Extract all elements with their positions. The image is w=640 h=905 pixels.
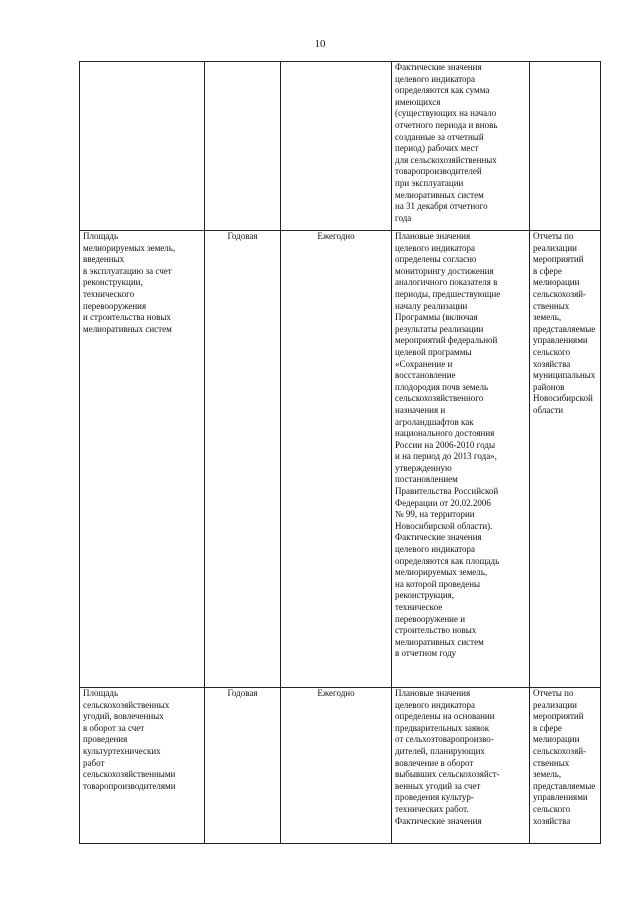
page-number: 10: [314, 38, 326, 50]
indicators-table: [79, 61, 601, 844]
method-cell: Плановые значения целевого индикатора определены согласно мониторингу достижения аналогичного показателя в периоды, предшествующие началу реализации Программы (включая результаты реализации мероприятий федеральной целевой программы «Сохранение и восстановление плодородия почв земель сельскохозяйственного назначения и агроландшафтов как национального достояния России на 2006-2010 годы и на период до 2013 года», утвержденную постановлением Правительства Российской Федерации от 20.02.2006 № 99, на территории Новосибирской области). Фактические значения целевого индикатора определяются как площадь мелиорируемых земель, на которой проведены реконструкция, техническое перевооружение и строительство новых мелиоративных систем в отчетном году: [392, 231, 530, 688]
table-row: [80, 62, 601, 231]
source-cell: Отчеты по реализации мероприятий в сфере мелиорации сельскохозяй- ственных земель, представляемые управлениями сельского хозяйства: [530, 688, 601, 844]
periodicity-cell: [205, 62, 281, 231]
method-cell: Плановые значения целевого индикатора определены на основании предварительных заявок от сельхозтоваропроизво- дителей, планирующих вовлечение в оборот выбывших сельскохозяйст- венных угодий за счет проведения культур- технических работ. Фактические значения: [392, 688, 530, 844]
indicator-cell: Площадь мелиорируемых земель, введенных в эксплуатацию за счет реконструкции, технического перевооружения и строительства новых мелиоративных систем: [80, 231, 205, 688]
source-cell: Отчеты по реализации мероприятий в сфере мелиорации сельскохозяй- ственных земель, представляемые управлениями сельского хозяйства муниципальных районов Новосибирской области: [530, 231, 601, 688]
term-cell: Ежегодно: [281, 231, 392, 688]
indicator-cell: [80, 62, 205, 231]
table-row: [80, 231, 601, 688]
indicator-cell: Площадь сельскохозяйственных угодий, вовлеченных в оборот за счет проведения культуртехнических работ сельскохозяйственными товаропроизводителями: [80, 688, 205, 844]
term-cell: [281, 62, 392, 231]
method-cell: Фактические значения целевого индикатора определяются как сумма имеющихся (существующих на начало отчетного периода и вновь созданные за отчетный период) рабочих мест для сельскохозяйственных товаропроизводителей при эксплуатации мелиоративных систем на 31 декабря отчетного года: [392, 62, 530, 231]
periodicity-cell: Годовая: [205, 688, 281, 844]
periodicity-cell: Годовая: [205, 231, 281, 688]
table-row: [80, 688, 601, 844]
source-cell: [530, 62, 601, 231]
term-cell: Ежегодно: [281, 688, 392, 844]
